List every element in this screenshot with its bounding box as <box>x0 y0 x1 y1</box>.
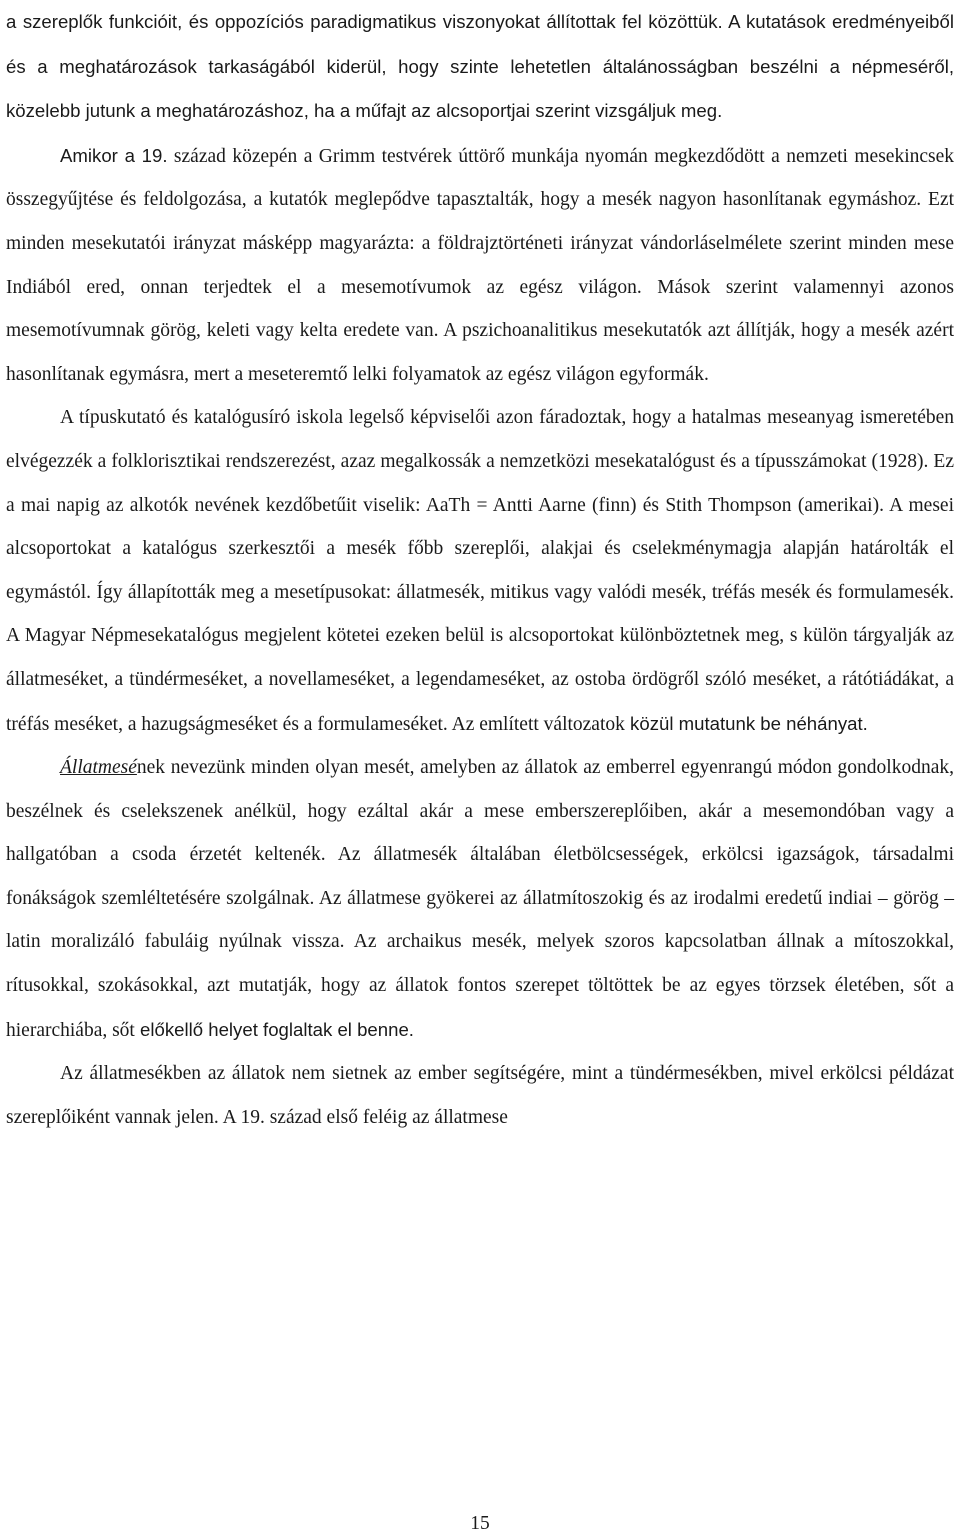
page-number: 15 <box>470 1513 490 1534</box>
paragraph-text: a szereplők funkcióit, és oppozíciós paradigmatikus viszonyokat állítottak fel közöttük. A kutatások eredményeiből és a meghatározások tarkaságából kiderül, hogy szinte lehetetlen általánosságban beszélni a népmeséről, közelebb jutunk a meghatározáshoz, ha a műfajt az alcsoportjai szerint vizsgáljuk meg. <box>6 11 954 122</box>
paragraph-text: közül mutatunk be néhányat. <box>624 712 868 734</box>
emphasized-term: Állatmesé <box>60 757 137 779</box>
paragraph-text: század közepén a Grimm testvérek úttörő munkája nyomán megkezdődött a nemzeti mesekincsek összegyűjtése és feldolgozása, a kutatók meglepődve tapasztalták, hogy a mesék nagyon hasonlítanak egymáshoz. <box>6 145 955 211</box>
paragraph <box>6 396 954 746</box>
paragraph-text: nek nevezünk minden olyan mesét, amelyben az állatok az emberrel egyenrangú módon gondolkodnak, beszélnek és cselekszenek anélkül, hogy ezáltal akár a mese emberszereplőiben, akár a mesemondóban vagy a hallgatóban a csoda érzetét keltenék. Az állatmesék általában életbölcsességek, erkölcsi igazságok, társadalmi fonákságok szemléltetésére szolgálnak. Az állatmese gyökerei az állatmítoszokig és az irodalmi eredetű indiai – görög – latin moralizáló fabuláig nyúlnak vissza. Az archaikus mesék, melyek szoros kapcsolatban állnak a mítoszokkal, rítusokkal, szokásokkal, azt mutatják, hogy az állatok fontos szerepet töltöttek be az egyes törzsek életében, sőt a hierarchiába, sőt <box>6 757 954 1041</box>
paragraph-text: Amikor a 19. <box>60 144 168 166</box>
paragraph-text: előkellő helyet foglaltak el benne. <box>134 1018 414 1040</box>
paragraph <box>6 134 954 397</box>
document-body <box>6 0 954 1139</box>
paragraph <box>6 746 954 1052</box>
paragraph <box>6 1052 954 1139</box>
paragraph-text: A típuskutató és katalógusíró iskola legelső képviselői azon fáradoztak, hogy a hatalmas meseanyag ismeretében elvégezzék a folklorisztikai rendszerezést, azaz megalkossák a nemzetközi mesekatalógust és a típusszámokat (1928). Ez a mai napig az alkotók nevének kezdőbetűit viselik: AaTh = Antti Aarne (finn) és Stith Thompson (amerikai). A mesei alcsoportokat a katalógus szerkesztői a mesék főbb szereplői, alakjai és cselekménymagja alapján határolták el egymástól. Így állapították meg a mesetípusokat: állatmesék, mitikus vagy valódi mesék, tréfás mesék és formulamesék. A Magyar Népmesekatalógus megjelent kötetei ezeken belül is alcsoportokat különböztetnek meg, s külön tárgyalják az állatmeséket, a tündérmeséket, a novellameséket, a legendameséket, az ostoba ördögről szóló meséket, a rátótiádákat, a tréfás meséket, a hazugságmeséket és a formulameséket. Az említett változatok <box>6 407 954 735</box>
paragraph-text: Az állatmesékben az állatok nem sietnek az ember segítségére, mint a tündérmesékben, mivel erkölcsi példázat szereplőiként vannak jelen. A 19. század első feléig az állatmese <box>6 1063 954 1128</box>
paragraph <box>6 0 954 134</box>
paragraph-text: Ezt minden mesekutatói irányzat másképp magyarázta: a földrajztörténeti irányzat vándorláselmélete szerint minden mese Indiából ered, onnan terjedtek el a mesemotívumok az egész világon. Mások szerint valamennyi azonos mesemotívumnak görög, keleti vagy kelta eredete van. A pszichoanalitikus mesekutatók azt állítják, hogy a mesék azért hasonlítanak egymásra, mert a meseteremtő lelki folyamatok az egész világon egyformák. <box>6 189 955 385</box>
